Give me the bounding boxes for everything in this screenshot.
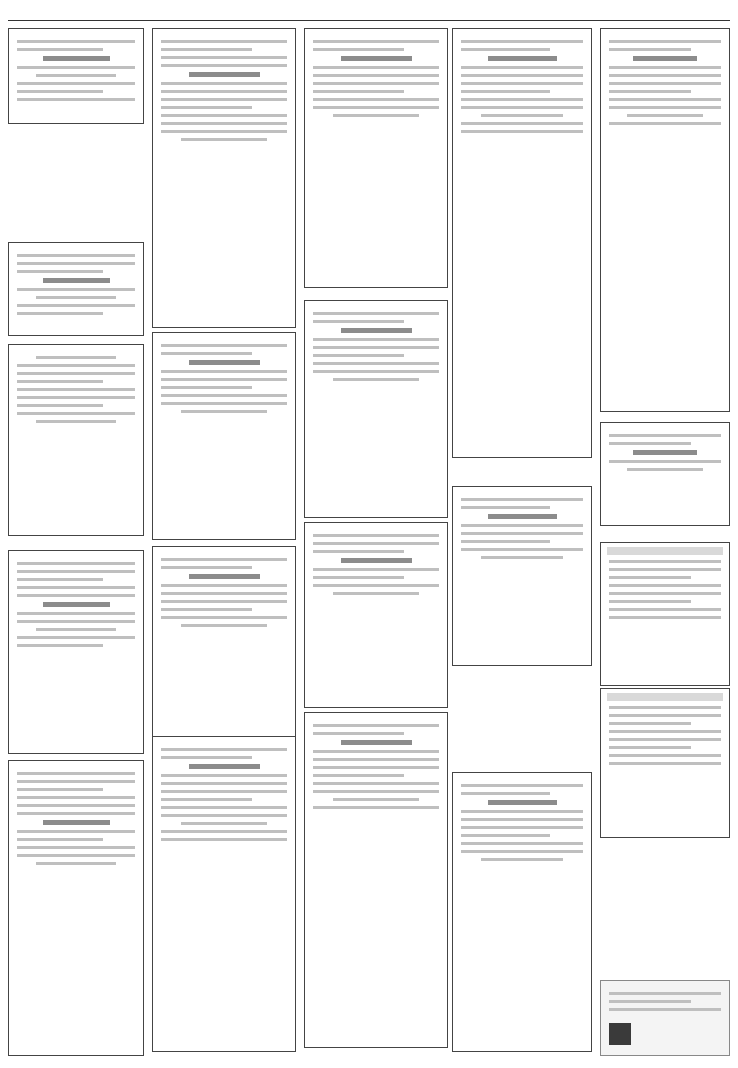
notice (304, 712, 448, 1048)
column-5 (600, 28, 730, 1060)
notice (8, 28, 144, 124)
page-header (8, 6, 730, 21)
notice (452, 28, 592, 458)
column-2 (152, 28, 296, 1060)
notice (8, 760, 144, 1056)
column-1 (8, 28, 144, 1060)
publisher-info-box (600, 980, 730, 1056)
notice (304, 300, 448, 518)
notice (452, 486, 592, 666)
notice (304, 28, 448, 288)
notice (152, 332, 296, 540)
notice (8, 344, 144, 536)
notice (8, 550, 144, 754)
column-3 (304, 28, 448, 1060)
notice (152, 546, 296, 750)
notice (600, 28, 730, 412)
notice (152, 736, 296, 1052)
notice (152, 28, 296, 328)
notice (600, 422, 730, 526)
notice (304, 522, 448, 708)
newspaper-logo (609, 1023, 631, 1045)
notice (600, 542, 730, 686)
notice (452, 772, 592, 1052)
notice (8, 242, 144, 336)
column-4 (452, 28, 592, 1060)
notice (600, 688, 730, 838)
